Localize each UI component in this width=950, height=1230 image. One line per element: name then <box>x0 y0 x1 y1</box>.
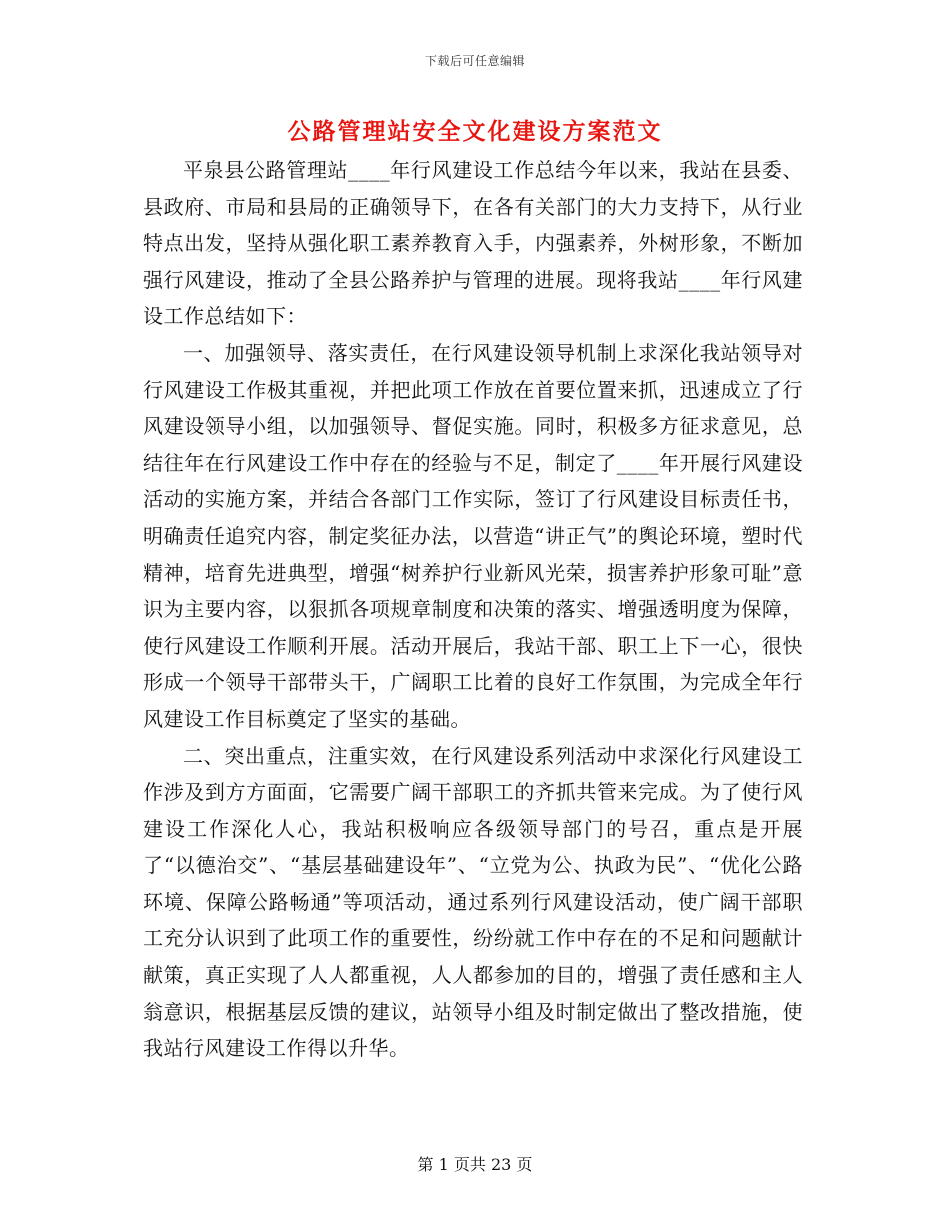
header-note: 下载后可任意编辑 <box>424 54 525 68</box>
paragraph-section-1: 一、加强领导、落实责任，在行风建设领导机制上求深化我站领导对行风建设工作极其重视，并把此项工作放在首要位置来抓，迅速成立了行风建设领导小组，以加强领导、督促实施。同时，积极多方征求意见，总结往年在行风建设工作中存在的经验与不足，制定了____年开展行风建设活动的实施方案，并结合各部门工作实际，签订了行风建设目标责任书，明确责任追究内容，制定奖征办法，以营造“讲正气”的舆论环境，塑时代精神，培育先进典型，增强“树养护行业新风光荣，损害养护形象可耻”意识为主要内容，以狠抓各项规章制度和决策的落实、增强透明度为保障，使行风建设工作顺利开展。活动开展后，我站干部、职工上下一心，很快形成一个领导干部带头干，广阔职工比着的良好工作氛围，为完成全年行风建设工作目标奠定了坚实的基础。 <box>143 340 803 731</box>
document-title: 公路管理站安全文化建设方案范文 <box>287 118 663 145</box>
page-number: 第 1 页共 23 页 <box>417 1155 533 1174</box>
paragraph-section-2: 二、突出重点，注重实效，在行风建设系列活动中求深化行风建设工作涉及到方方面面，它需要广阔干部职工的齐抓共管来完成。为了使行风建设工作深化人心，我站积极响应各级领导部门的号召，重点是开展了“以德治交”、“基层基础建设年”、“立党为公、执政为民”、“优化公路环境、保障公路畅通”等项活动，通过系列行风建设活动，使广阔干部职工充分认识到了此项工作的重要性，纷纷就工作中存在的不足和问题献计献策，真正实现了人人都重视，人人都参加的目的，增强了责任感和主人翁意识，根据基层反馈的建议，站领导小组及时制定做出了整改措施，使我站行风建设工作得以升华。 <box>143 743 803 1061</box>
document-body <box>143 152 803 1067</box>
paragraph-intro: 平泉县公路管理站____年行风建设工作总结今年以来，我站在县委、县政府、市局和县局的正确领导下，在各有关部门的大力支持下，从行业特点出发，坚持从强化职工素养教育入手，内强素养，外树形象，不断加强行风建设，推动了全县公路养护与管理的进展。现将我站____年行风建设工作总结如下： <box>143 158 803 329</box>
